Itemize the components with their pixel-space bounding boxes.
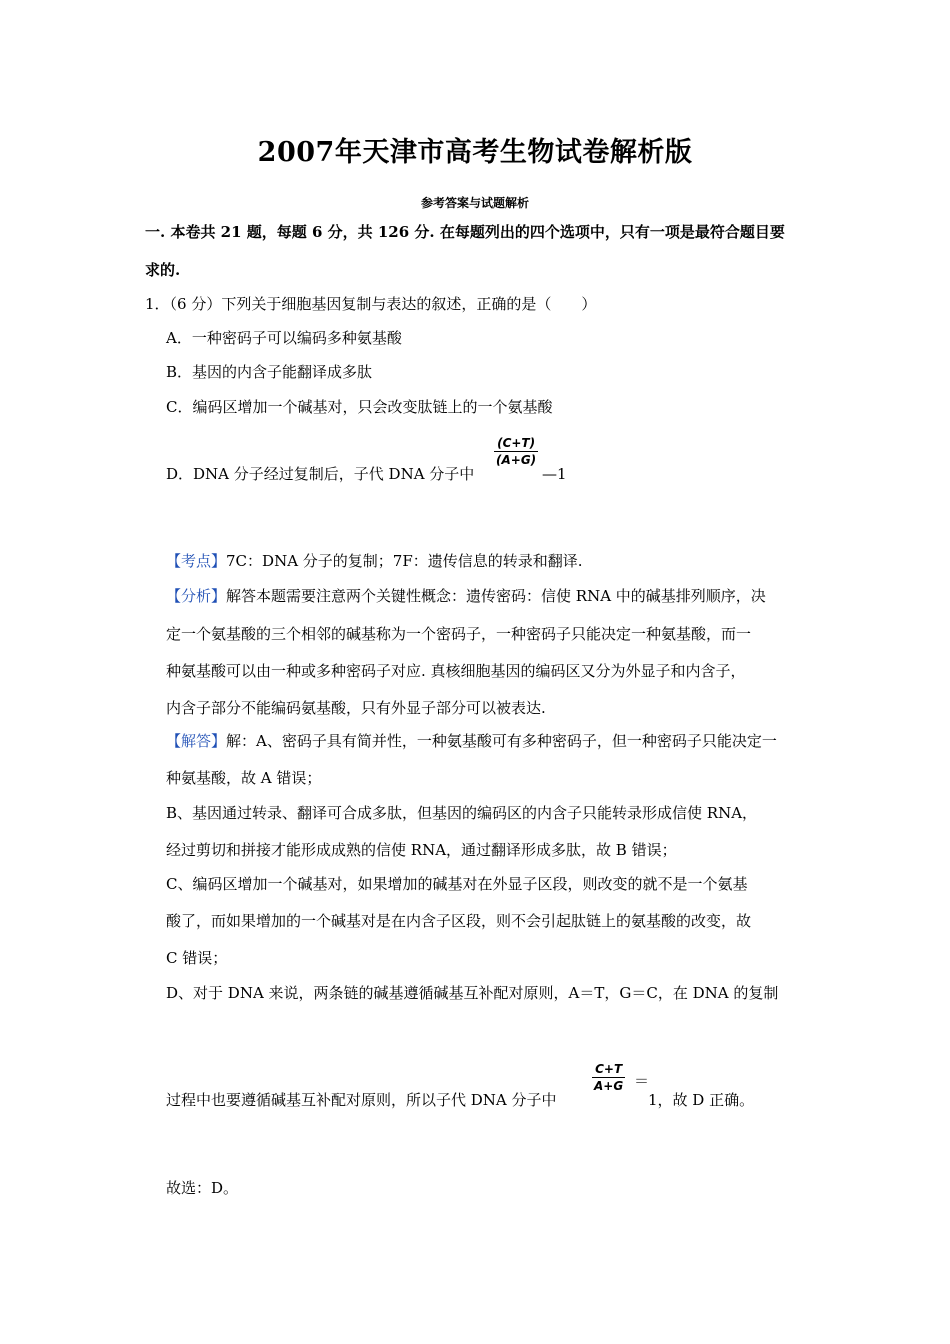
jieda-equals-sign: ＝ [634, 1072, 650, 1090]
jieda-fraction-denominator: A+G [594, 1079, 624, 1093]
section-heading-line-2: 求的. [145, 261, 181, 279]
jieda-line-2: 种氨基酸，故 A 错误； [166, 769, 322, 787]
jieda-line-4: 经过剪切和拼接才能形成成熟的信使 RNA，通过翻译形成多肽，故 B 错误； [166, 841, 677, 859]
jieda-tag: 【解答】 [166, 732, 227, 750]
jieda-line-3: B、基因通过转录、翻译可合成多肽，但基因的编码区的内含子只能转录形成信使 RNA， [166, 804, 758, 822]
option-d-tail: —1 [542, 465, 567, 483]
fenxi-text-1: 解答本题需要注意两个关键性概念：遗传密码：信使 RNA 中的碱基排列顺序，决 [226, 587, 766, 605]
option-d-fraction [494, 435, 538, 468]
jieda-fraction [592, 1061, 625, 1094]
option-d-text: D．DNA 分子经过复制后，子代 DNA 分子中 [166, 465, 475, 483]
option-a: A．一种密码子可以编码多种氨基酸 [166, 329, 402, 347]
jieda-line-9-tail: 1，故 D 正确。 [648, 1091, 755, 1109]
kaodian-line [166, 551, 583, 571]
fraction-numerator: (C+T) [494, 435, 538, 452]
page-title: 2007年天津市高考生物试卷解析版 [257, 137, 693, 168]
kaodian-tag: 【考点】 [166, 552, 227, 570]
fraction-denominator: (A+G) [496, 453, 537, 467]
fenxi-line-4: 内含子部分不能编码氨基酸，只有外显子部分可以被表达. [166, 699, 546, 717]
page-subtitle: 参考答案与试题解析 [420, 196, 529, 210]
fenxi-line-3: 种氨基酸可以由一种或多种密码子对应. 真核细胞基因的编码区又分为外显子和内含子， [166, 662, 746, 680]
jieda-line-1 [166, 731, 777, 751]
jieda-line-8: D、对于 DNA 来说，两条链的碱基遵循碱基互补配对原则，A＝T，G＝C，在 DNA 的复制 [166, 984, 779, 1002]
section-heading-line-1: 一. 本卷共 21 题，每题 6 分，共 126 分. 在每题列出的四个选项中，只有一项是最符合题目要 [145, 223, 785, 241]
final-answer: 故选：D。 [166, 1179, 239, 1197]
kaodian-text: 7C：DNA 分子的复制；7F：遗传信息的转录和翻译. [226, 552, 583, 570]
option-c: C．编码区增加一个碱基对，只会改变肽链上的一个氨基酸 [166, 398, 553, 416]
jieda-fraction-numerator: C+T [592, 1061, 625, 1078]
question-stem: 1．（6 分）下列关于细胞基因复制与表达的叙述，正确的是（ ） [145, 295, 597, 313]
option-b: B．基因的内含子能翻译成多肽 [166, 363, 373, 381]
jieda-text-1: 解：A、密码子具有简并性，一种氨基酸可有多种密码子，但一种密码子只能决定一 [226, 732, 777, 750]
jieda-line-7: C 错误； [166, 949, 228, 967]
fenxi-line-2: 定一个氨基酸的三个相邻的碱基称为一个密码子，一种密码子只能决定一种氨基酸，而一 [166, 625, 752, 643]
jieda-line-9: 过程中也要遵循碱基互补配对原则，所以子代 DNA 分子中 [166, 1091, 557, 1109]
option-d [166, 464, 474, 484]
jieda-line-6: 酸了，而如果增加的一个碱基对是在内含子区段，则不会引起肽链上的氨基酸的改变，故 [166, 912, 752, 930]
fenxi-tag: 【分析】 [166, 587, 227, 605]
fenxi-line-1 [166, 586, 766, 606]
jieda-line-5: C、编码区增加一个碱基对，如果增加的碱基对在外显子区段，则改变的就不是一个氨基 [166, 875, 748, 893]
